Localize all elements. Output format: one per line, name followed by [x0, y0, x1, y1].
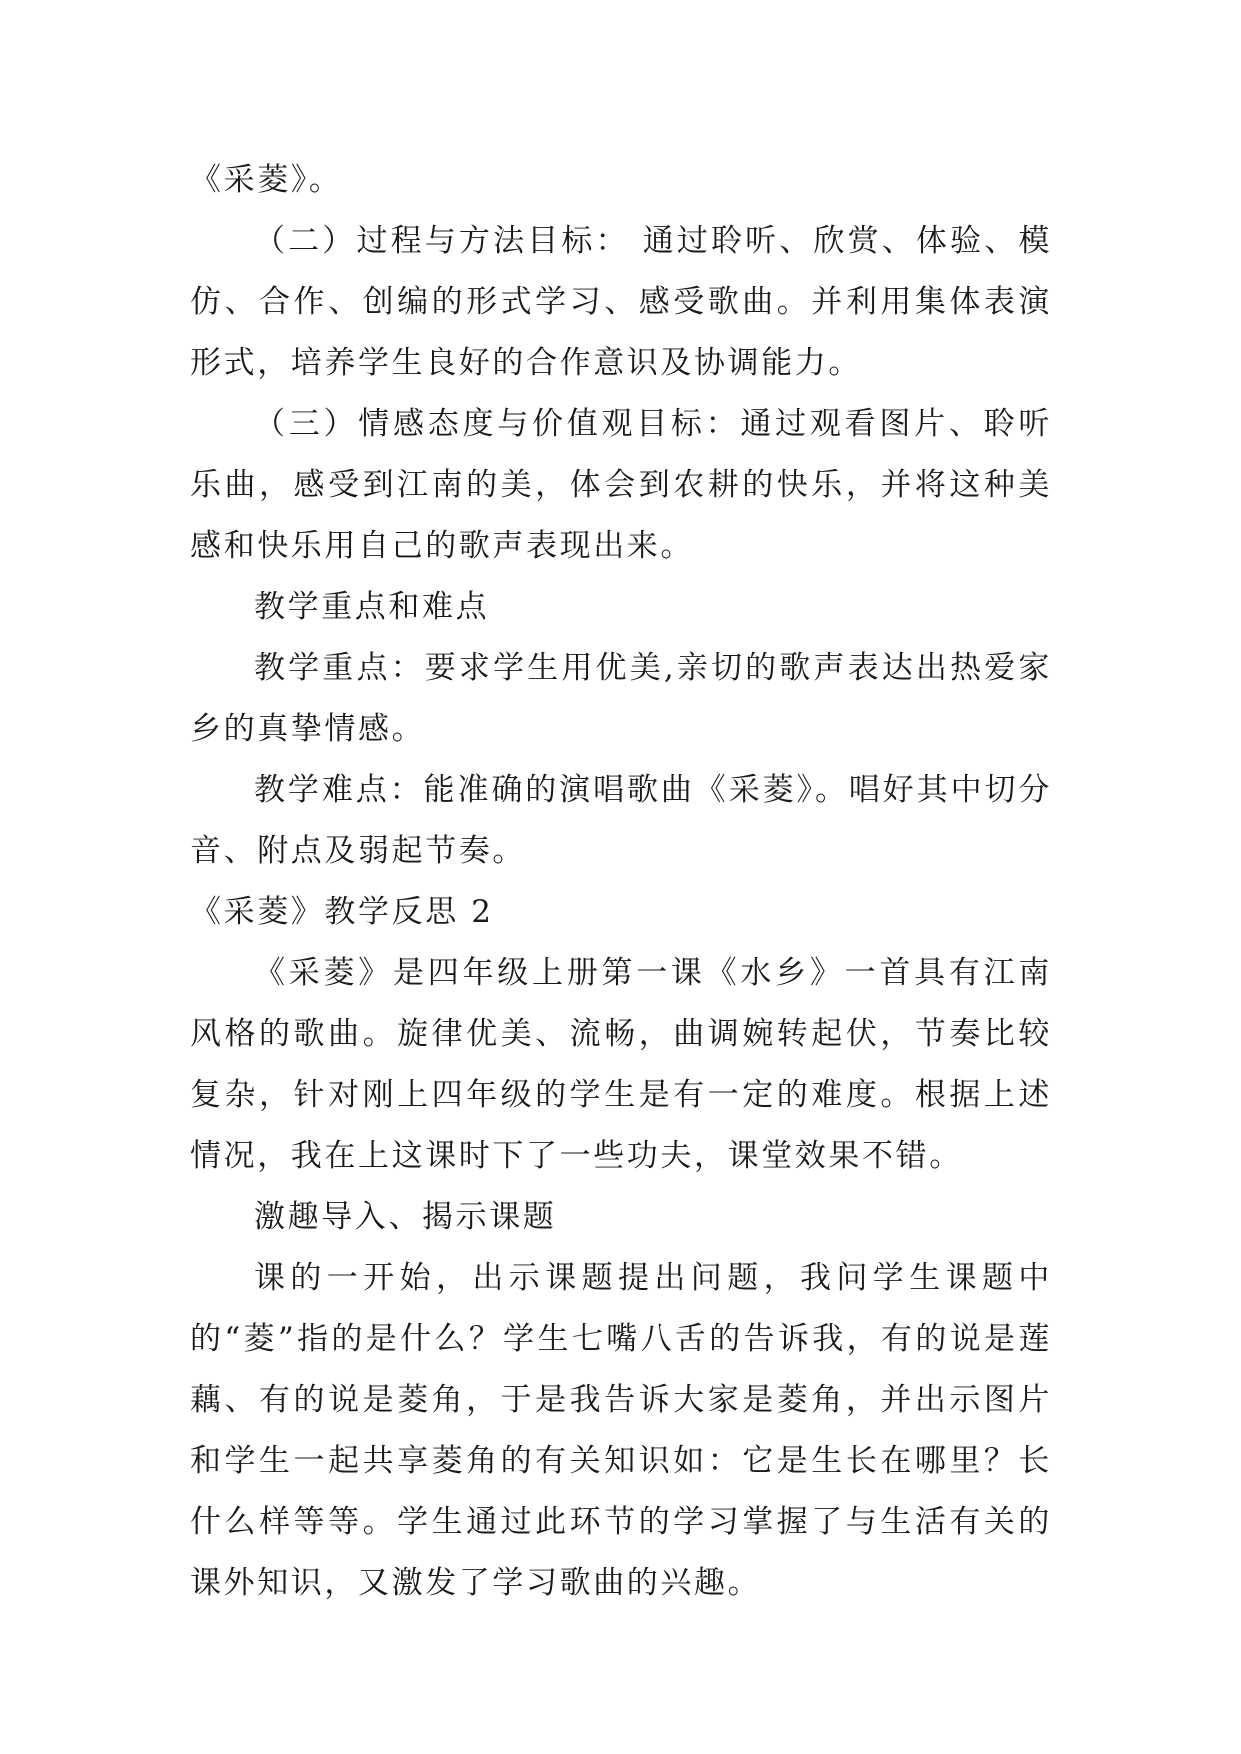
paragraph-emotion-value-goal: （三）情感态度与价值观目标：通过观看图片、聆听乐曲，感受到江南的美，体会到农耕的快乐，并将这种美感和快乐用自己的歌声表现出来。 — [190, 406, 1052, 564]
section-heading-key-points: 教学重点和难点 — [254, 589, 490, 625]
paragraph-title-end: 《采菱》。 — [190, 162, 343, 198]
paragraph-lesson-start: 课的一开始，出示课题提出问题，我问学生课题中的“菱”指的是什么？学生七嘴八舌的告诉我，有的说是莲藕、有的说是菱角，于是我告诉大家是菱角，并出示图片和学生一起共享菱角的有关知识如：它是生长在哪里？长什么样等等。学生通过此环节的学习掌握了与生活有关的课外知识，又激发了学习歌曲的兴趣。 — [190, 1260, 1052, 1601]
paragraph-process-method-goal: （二）过程与方法目标： 通过聆听、欣赏、体验、模仿、合作、创编的形式学习、感受歌曲。并利用集体表演形式，培养学生良好的合作意识及协调能力。 — [190, 223, 1052, 381]
document-body — [190, 150, 1052, 1614]
section-heading-introduction: 激趣导入、揭示课题 — [254, 1199, 557, 1235]
section-title-reflection-2: 《采菱》教学反思 2 — [190, 894, 494, 930]
paragraph-reflection-intro: 《采菱》是四年级上册第一课《水乡》一首具有江南风格的歌曲。旋律优美、流畅，曲调婉转起伏，节奏比较复杂，针对刚上四年级的学生是有一定的难度。根据上述情况，我在上这课时下了一些功夫，课堂效果不错。 — [190, 955, 1052, 1174]
paragraph-teaching-focus: 教学重点：要求学生用优美,亲切的歌声表达出热爱家乡的真挚情感。 — [190, 650, 1052, 747]
paragraph-teaching-difficulty: 教学难点：能准确的演唱歌曲《采菱》。唱好其中切分音、附点及弱起节奏。 — [190, 772, 1052, 869]
